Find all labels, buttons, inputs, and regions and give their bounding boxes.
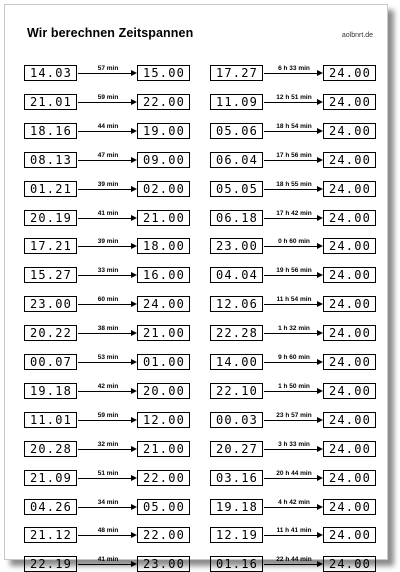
- start-time-box: 15.27: [24, 267, 77, 283]
- duration-label: 12 h 51 min: [276, 93, 312, 101]
- end-time-box: 24.00: [323, 412, 376, 428]
- duration-label: 1 h 50 min: [278, 382, 310, 390]
- exercise-row: [24, 152, 194, 168]
- end-time-box: 22.00: [137, 527, 190, 543]
- exercise-row: [24, 296, 194, 312]
- exercise-row: [24, 412, 194, 428]
- exercise-row: [24, 94, 194, 110]
- duration-label: 59 min: [97, 93, 119, 101]
- start-time-box: 14.03: [24, 65, 77, 81]
- exercise-row: [210, 354, 380, 370]
- exercise-row: [24, 383, 194, 399]
- exercise-row: [210, 383, 380, 399]
- duration-label: 57 min: [97, 65, 119, 72]
- exercise-row: [210, 210, 380, 226]
- arrow-right-icon: [264, 420, 318, 421]
- start-time-box: 22.28: [210, 325, 263, 341]
- arrow-right-icon: [264, 362, 318, 363]
- exercise-row: [24, 470, 194, 486]
- exercise-row: [24, 354, 194, 370]
- duration-label: 17 h 42 min: [276, 209, 312, 217]
- start-time-box: 23.00: [24, 296, 77, 312]
- duration-label: 20 h 44 min: [276, 469, 312, 477]
- exercise-row: [210, 296, 380, 312]
- start-time-box: 06.18: [210, 210, 263, 226]
- arrow-right-icon: [264, 507, 318, 508]
- start-time-box: 20.27: [210, 441, 263, 457]
- start-time-box: 17.27: [210, 65, 263, 81]
- arrow-right-icon: [78, 507, 132, 508]
- exercise-row: [210, 325, 380, 341]
- duration-label: 17 h 56 min: [276, 151, 312, 159]
- end-time-box: 22.00: [137, 94, 190, 110]
- end-time-box: 24.00: [323, 123, 376, 139]
- exercise-row: [210, 527, 380, 543]
- exercise-row: [24, 499, 194, 515]
- arrow-right-icon: [264, 275, 318, 276]
- end-time-box: 24.00: [323, 354, 376, 370]
- duration-label: 18 h 54 min: [276, 122, 312, 130]
- arrow-right-icon: [78, 362, 132, 363]
- duration-label: 32 min: [97, 440, 119, 448]
- end-time-box: 19.00: [137, 123, 190, 139]
- duration-label: 42 min: [97, 382, 119, 390]
- duration-label: 9 h 60 min: [278, 354, 310, 361]
- start-time-box: 21.01: [24, 94, 77, 110]
- start-time-box: 03.16: [210, 470, 263, 486]
- end-time-box: 16.00: [137, 267, 190, 283]
- end-time-box: 20.00: [137, 383, 190, 399]
- page-title: Wir berechnen Zeitspannen: [27, 26, 194, 40]
- start-time-box: 04.04: [210, 267, 263, 283]
- duration-label: 41 min: [97, 209, 119, 217]
- end-time-box: 24.00: [323, 238, 376, 254]
- arrow-right-icon: [78, 218, 132, 219]
- end-time-box: 21.00: [137, 210, 190, 226]
- duration-label: 59 min: [97, 411, 119, 419]
- arrow-right-icon: [78, 304, 132, 305]
- site-credit: aolbnrt.de: [341, 32, 373, 39]
- end-time-box: 15.00: [137, 65, 190, 81]
- end-time-box: 24.00: [323, 556, 376, 572]
- start-time-box: 20.28: [24, 441, 77, 457]
- arrow-right-icon: [78, 420, 132, 421]
- start-time-box: 20.22: [24, 325, 77, 341]
- arrow-right-icon: [264, 478, 318, 479]
- exercise-row: [24, 210, 194, 226]
- exercise-row: [210, 181, 380, 197]
- start-time-box: 21.09: [24, 470, 77, 486]
- duration-label: 34 min: [97, 498, 119, 506]
- end-time-box: 05.00: [137, 499, 190, 515]
- start-time-box: 17.21: [24, 238, 77, 254]
- exercise-row: [210, 499, 380, 515]
- end-time-box: 18.00: [137, 238, 190, 254]
- start-time-box: 21.12: [24, 527, 77, 543]
- end-time-box: 24.00: [323, 325, 376, 341]
- end-time-box: 24.00: [323, 527, 376, 543]
- duration-label: 0 h 60 min: [278, 238, 310, 246]
- start-time-box: 11.01: [24, 412, 77, 428]
- arrow-right-icon: [264, 73, 318, 74]
- end-time-box: 01.00: [137, 354, 190, 370]
- start-time-box: 11.09: [210, 94, 263, 110]
- arrow-right-icon: [264, 246, 318, 247]
- duration-label: 23 h 57 min: [276, 411, 312, 419]
- start-time-box: 08.13: [24, 152, 77, 168]
- duration-label: 51 min: [97, 469, 119, 477]
- end-time-box: 24.00: [137, 296, 190, 312]
- start-time-box: 19.18: [24, 383, 77, 399]
- arrow-right-icon: [264, 564, 318, 565]
- end-time-box: 23.00: [137, 556, 190, 572]
- arrow-right-icon: [78, 102, 132, 103]
- arrow-right-icon: [264, 189, 318, 190]
- end-time-box: 24.00: [323, 383, 376, 399]
- duration-label: 18 h 55 min: [276, 180, 312, 188]
- exercise-row: [210, 152, 380, 168]
- end-time-box: 12.00: [137, 412, 190, 428]
- duration-label: 39 min: [97, 238, 119, 246]
- exercise-row: [210, 441, 380, 457]
- arrow-right-icon: [78, 333, 132, 334]
- exercise-row: [24, 238, 194, 254]
- arrow-right-icon: [78, 564, 132, 565]
- duration-label: 1 h 32 min: [278, 325, 310, 333]
- duration-label: 53 min: [97, 354, 119, 361]
- duration-label: 33 min: [97, 267, 119, 275]
- duration-label: 11 h 54 min: [276, 296, 312, 304]
- end-time-box: 22.00: [137, 470, 190, 486]
- arrow-right-icon: [264, 102, 318, 103]
- arrow-right-icon: [78, 391, 132, 392]
- end-time-box: 24.00: [323, 470, 376, 486]
- duration-label: 38 min: [97, 325, 119, 333]
- arrow-right-icon: [78, 449, 132, 450]
- exercise-row: [24, 123, 194, 139]
- end-time-box: 24.00: [323, 152, 376, 168]
- end-time-box: 24.00: [323, 94, 376, 110]
- arrow-right-icon: [264, 160, 318, 161]
- arrow-right-icon: [78, 189, 132, 190]
- end-time-box: 09.00: [137, 152, 190, 168]
- exercise-row: [24, 325, 194, 341]
- exercise-row: [210, 412, 380, 428]
- arrow-right-icon: [78, 131, 132, 132]
- start-time-box: 00.07: [24, 354, 77, 370]
- start-time-box: 06.04: [210, 152, 263, 168]
- start-time-box: 22.10: [210, 383, 263, 399]
- exercise-row: [210, 470, 380, 486]
- duration-label: 44 min: [97, 122, 119, 130]
- arrow-right-icon: [264, 449, 318, 450]
- exercise-row: [24, 267, 194, 283]
- exercise-row: [210, 123, 380, 139]
- exercise-row: [210, 94, 380, 110]
- arrow-right-icon: [78, 535, 132, 536]
- end-time-box: 24.00: [323, 267, 376, 283]
- end-time-box: 24.00: [323, 441, 376, 457]
- start-time-box: 14.00: [210, 354, 263, 370]
- end-time-box: 21.00: [137, 441, 190, 457]
- end-time-box: 24.00: [323, 499, 376, 515]
- duration-label: 19 h 56 min: [276, 267, 312, 275]
- duration-label: 3 h 33 min: [278, 440, 310, 448]
- duration-label: 47 min: [97, 151, 119, 159]
- start-time-box: 19.18: [210, 499, 263, 515]
- exercise-row: [24, 181, 194, 197]
- arrow-right-icon: [78, 160, 132, 161]
- start-time-box: 05.06: [210, 123, 263, 139]
- duration-label: 41 min: [97, 556, 119, 564]
- exercise-row: [24, 65, 194, 81]
- exercise-row: [210, 267, 380, 283]
- end-time-box: 21.00: [137, 325, 190, 341]
- end-time-box: 24.00: [323, 210, 376, 226]
- arrow-right-icon: [264, 535, 318, 536]
- exercise-row: [24, 441, 194, 457]
- arrow-right-icon: [78, 73, 132, 74]
- end-time-box: 02.00: [137, 181, 190, 197]
- arrow-right-icon: [264, 218, 318, 219]
- duration-label: 60 min: [97, 296, 119, 304]
- end-time-box: 24.00: [323, 65, 376, 81]
- start-time-box: 01.16: [210, 556, 263, 572]
- duration-label: 22 h 44 min: [276, 556, 312, 564]
- duration-label: 11 h 41 min: [276, 527, 312, 535]
- arrow-right-icon: [78, 478, 132, 479]
- start-time-box: 01.21: [24, 181, 77, 197]
- start-time-box: 05.05: [210, 181, 263, 197]
- start-time-box: 00.03: [210, 412, 263, 428]
- duration-label: 6 h 33 min: [278, 65, 310, 72]
- arrow-right-icon: [78, 246, 132, 247]
- arrow-right-icon: [264, 131, 318, 132]
- worksheet-page: [4, 4, 388, 572]
- arrow-right-icon: [264, 391, 318, 392]
- start-time-box: 12.19: [210, 527, 263, 543]
- exercise-row: [210, 65, 380, 81]
- start-time-box: 23.00: [210, 238, 263, 254]
- exercise-row: [24, 527, 194, 543]
- duration-label: 39 min: [97, 180, 119, 188]
- start-time-box: 12.06: [210, 296, 263, 312]
- arrow-right-icon: [264, 304, 318, 305]
- duration-label: 4 h 42 min: [278, 498, 310, 506]
- end-time-box: 24.00: [323, 296, 376, 312]
- arrow-right-icon: [264, 333, 318, 334]
- start-time-box: 20.19: [24, 210, 77, 226]
- start-time-box: 18.16: [24, 123, 77, 139]
- arrow-right-icon: [78, 275, 132, 276]
- start-time-box: 22.19: [24, 556, 77, 572]
- end-time-box: 24.00: [323, 181, 376, 197]
- exercise-row: [210, 238, 380, 254]
- start-time-box: 04.26: [24, 499, 77, 515]
- duration-label: 48 min: [97, 527, 119, 535]
